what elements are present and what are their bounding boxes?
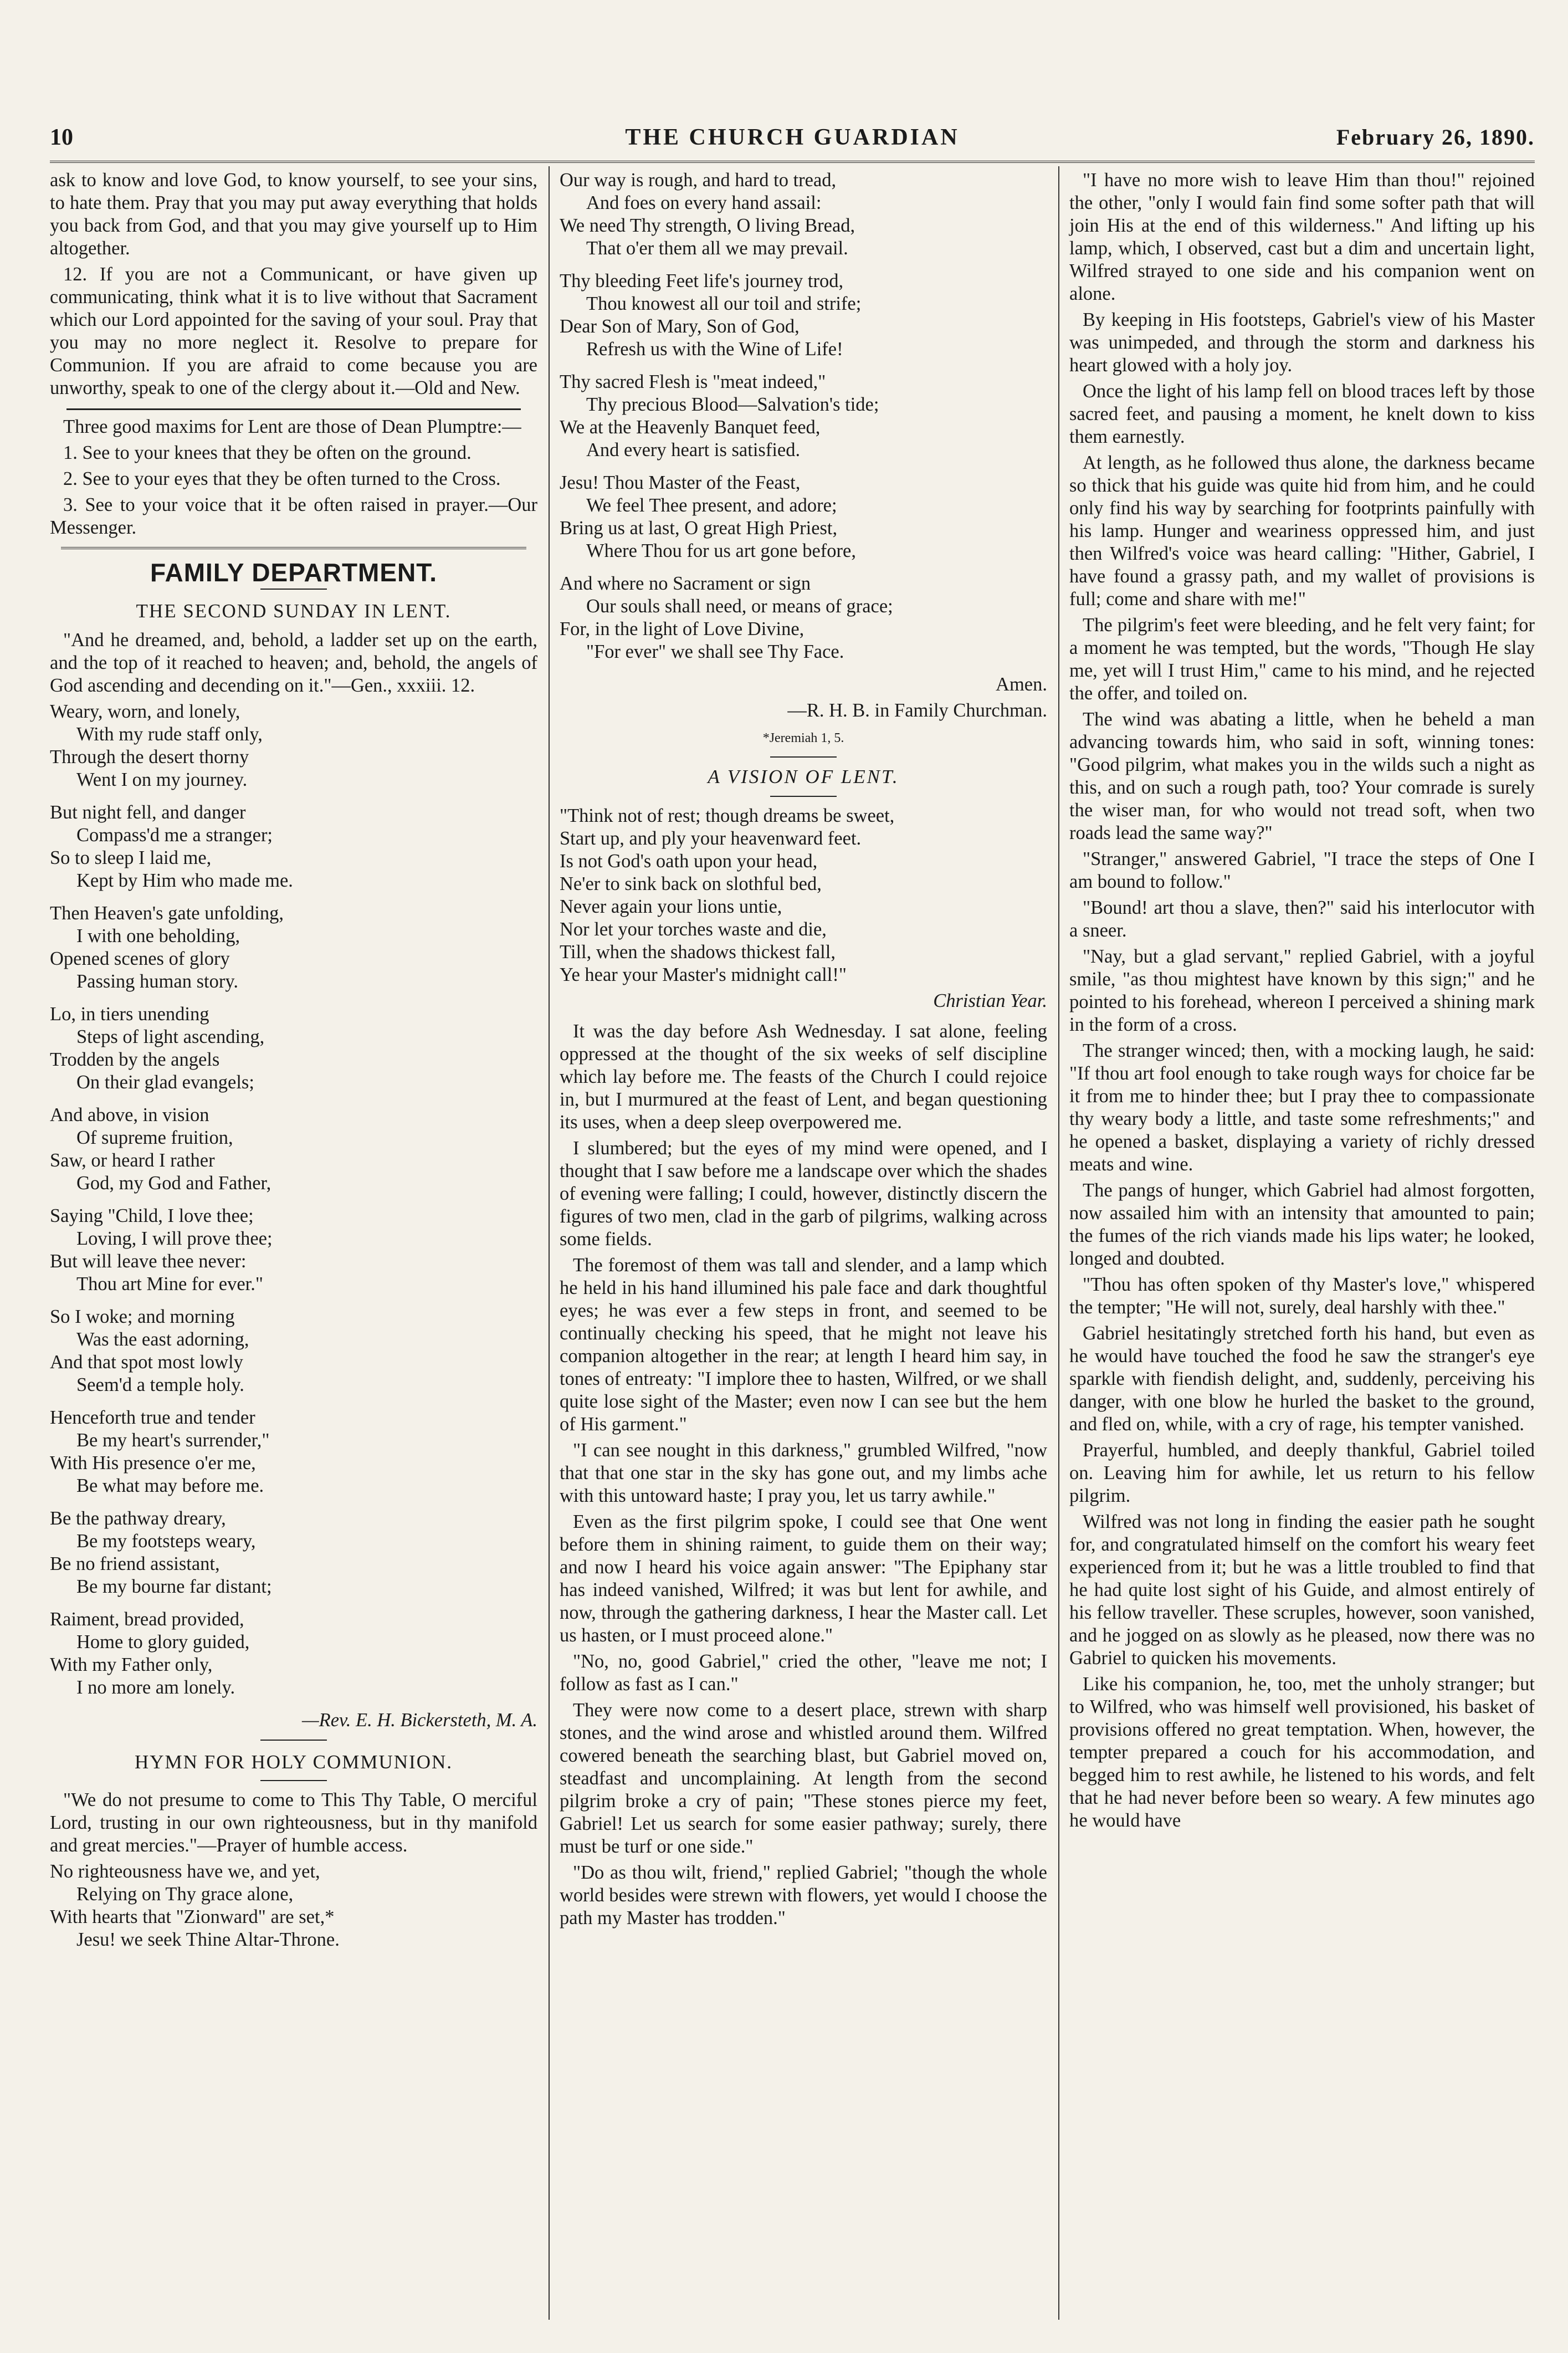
verse-line: So I woke; and morning bbox=[50, 1306, 235, 1327]
stanza bbox=[560, 169, 1047, 260]
story-paragraph: The pangs of hunger, which Gabriel had almost forgotten, now assailed him with an intensity that amounted to pain; the fumes of the rich viands made his lips water; he looked, longed and doubted. bbox=[1069, 1180, 1535, 1269]
verse-line: Opened scenes of glory bbox=[50, 948, 230, 969]
verse-line: We feel Thee present, and adore; bbox=[586, 495, 837, 516]
article-paragraph: 12. If you are not a Communicant, or have given up communicating, think what it is to live without that Sacrament which our Lord appointed for the saving of your soul. Pray that you may no more neglect it. Resolve to prepare for Communion. If you are afraid to come because you are unworthy, speak to one of the clergy about it.—Old and New. bbox=[50, 264, 537, 398]
verse-line: Is not God's oath upon your head, bbox=[560, 851, 818, 872]
verse-line: Thou art Mine for ever." bbox=[76, 1273, 263, 1295]
verse-line: Lo, in tiers unending bbox=[50, 1004, 209, 1025]
verse-line: Henceforth true and tender bbox=[50, 1407, 255, 1428]
verse-line: Ne'er to sink back on slothful bed, bbox=[560, 873, 822, 894]
verse-line: Of supreme fruition, bbox=[76, 1127, 233, 1148]
verse-line: With my rude staff only, bbox=[76, 724, 263, 745]
poem-attribution: —Rev. E. H. Bickersteth, M. A. bbox=[301, 1710, 537, 1731]
verse-line: Where Thou for us art gone before, bbox=[586, 540, 856, 561]
short-rule bbox=[260, 1780, 327, 1781]
verse-line: So to sleep I laid me, bbox=[50, 847, 212, 868]
verse-line: With my Father only, bbox=[50, 1654, 213, 1675]
hymn-epigraph: "We do not presume to come to This Thy Table, O merciful Lord, trusting in our own righteousness, but in thy manifold and great mercies."—Prayer of humble access. bbox=[50, 1789, 537, 1856]
story-paragraph: I slumbered; but the eyes of my mind were opened, and I thought that I saw before me a landscape over which the shades of evening were falling; I could, however, distinctly discern the figures of two men, clad in the garb of pilgrims, walking across some fields. bbox=[560, 1138, 1047, 1250]
verse-line: Dear Son of Mary, Son of God, bbox=[560, 316, 800, 337]
story-paragraph: By keeping in His footsteps, Gabriel's view of his Master was unimpeded, and through the storm and darkness his heart glowed with a holy joy. bbox=[1069, 309, 1535, 376]
vision-verse-attribution: Christian Year. bbox=[933, 990, 1047, 1011]
vision-story bbox=[560, 1020, 1047, 1930]
story-paragraph: The wind was abating a little, when he beheld a man advancing towards him, who said in soft, winning tones: "Good pilgrim, what makes you in the wilds such a night as this, and on such a rough path, too? Your comrade is surely the wiser man, for who would not tread soft, when two roads lead the same way?" bbox=[1069, 709, 1535, 843]
stanza bbox=[560, 270, 1047, 361]
verse-line: And above, in vision bbox=[50, 1104, 209, 1126]
stanza bbox=[50, 1306, 537, 1397]
story-paragraph: The foremost of them was tall and slender, and a lamp which he held in his hand illumined his pale face and dark thoughtful eyes; he was ever a few steps in front, and seemed to be continually checking his speed, that he might not leave his companion altogether in the rear; at length I heard him say, in tones of entreaty: "I implore thee to hasten, Wilfred, or we shall quite lose sight of the Master; even now I can see but the hem of His garment." bbox=[560, 1255, 1047, 1435]
vision-story-continued bbox=[1069, 169, 1535, 1832]
verse-line: Kept by Him who made me. bbox=[76, 870, 293, 891]
column-divider bbox=[1058, 166, 1059, 2320]
verse-line: Be no friend assistant, bbox=[50, 1553, 220, 1574]
verse-line: Be my footsteps weary, bbox=[76, 1531, 256, 1552]
stanza bbox=[50, 1608, 537, 1699]
hymn-attribution: —R. H. B. in Family Churchman. bbox=[787, 700, 1047, 721]
story-paragraph: "Bound! art thou a slave, then?" said his interlocutor with a sneer. bbox=[1069, 897, 1535, 941]
issue-date: February 26, 1890. bbox=[1336, 125, 1535, 150]
verse-line: Was the east adorning, bbox=[76, 1329, 249, 1350]
story-paragraph: "Nay, but a glad servant," replied Gabriel, with a joyful smile, "as thou mightest have known by this sign;" and he pointed to his forehead, whereon I perceived a shining mark in the form of a cross. bbox=[1069, 946, 1535, 1035]
maxims-intro: Three good maxims for Lent are those of Dean Plumptre:— bbox=[63, 416, 521, 437]
verse-line: For, in the light of Love Divine, bbox=[560, 618, 805, 640]
verse-line: Jesu! we seek Thine Altar-Throne. bbox=[76, 1929, 340, 1950]
stanza bbox=[560, 472, 1047, 562]
verse-line: Compass'd me a stranger; bbox=[76, 825, 273, 846]
verse-line: With His presence o'er me, bbox=[50, 1452, 256, 1474]
verse-line: Thy precious Blood—Salvation's tide; bbox=[586, 394, 879, 415]
verse-line: Saw, or heard I rather bbox=[50, 1150, 215, 1171]
story-paragraph: At length, as he followed thus alone, the darkness became so thick that his guide was quite hid from him, and he could only find his way by searching for footprints painfully with his lamp. Hunger and weariness oppressed him, and just then Wilfred's voice was heard calling: "Hither, Gabriel, I have found a grassy path, and my wallet of provisions is full; come and share with me!" bbox=[1069, 452, 1535, 610]
story-paragraph: "Thou has often spoken of thy Master's love," whispered the tempter; "He will not, surely, deal harshly with thee." bbox=[1069, 1274, 1535, 1318]
maxim-item: 2. See to your eyes that they be often turned to the Cross. bbox=[63, 468, 501, 489]
story-paragraph: Gabriel hesitatingly stretched forth his hand, but even as he would have touched the food he saw the stranger's eye sparkle with fiendish delight, and, suddenly, perceiving his danger, with one blow he hurled the basket to the ground, and fled on, while, with a cry of rage, his tempter vanished. bbox=[1069, 1323, 1535, 1435]
verse-line: But night fell, and danger bbox=[50, 802, 246, 823]
stanza bbox=[560, 371, 1047, 462]
verse-line: That o'er them all we may prevail. bbox=[586, 238, 848, 259]
verse-line: And every heart is satisfied. bbox=[586, 439, 801, 461]
verse-line: Start up, and ply your heavenward feet. bbox=[560, 828, 862, 849]
verse-line: Bring us at last, O great High Priest, bbox=[560, 518, 838, 539]
verse-line: No righteousness have we, and yet, bbox=[50, 1861, 320, 1882]
footnote: *Jeremiah 1, 5. bbox=[762, 731, 844, 745]
short-rule bbox=[770, 796, 837, 797]
verse-line: Be my heart's surrender," bbox=[76, 1430, 270, 1451]
verse-line: Passing human story. bbox=[76, 971, 238, 992]
poem-title: THE SECOND SUNDAY IN LENT. bbox=[136, 600, 452, 622]
verse-line: Relying on Thy grace alone, bbox=[76, 1884, 294, 1905]
story-paragraph: Once the light of his lamp fell on blood traces left by those sacred feet, and pausing a moment, he knelt down to kiss them earnestly. bbox=[1069, 381, 1535, 447]
verse-line: Nor let your torches waste and die, bbox=[560, 919, 827, 940]
stanza bbox=[50, 700, 537, 791]
story-paragraph: "I can see nought in this darkness," grumbled Wilfred, "now that that one star in the sky has gone out, and my limbs ache with this untoward haste; I pray you, let us tarry awhile." bbox=[560, 1440, 1047, 1506]
verse-line: Our way is rough, and hard to tread, bbox=[560, 170, 837, 191]
short-rule bbox=[260, 1740, 327, 1741]
verse-line: I no more am lonely. bbox=[76, 1677, 235, 1698]
stanza bbox=[50, 1507, 537, 1598]
verse-line: God, my God and Father, bbox=[76, 1173, 271, 1194]
verse-line: We at the Heavenly Banquet feed, bbox=[560, 417, 821, 438]
maxim-item: 3. See to your voice that it be often raised in prayer.—Our Messenger. bbox=[50, 494, 537, 538]
verse-line: Home to glory guided, bbox=[76, 1631, 250, 1653]
page-number: 10 bbox=[50, 125, 73, 150]
column-divider bbox=[549, 166, 550, 2320]
verse-line: Weary, worn, and lonely, bbox=[50, 701, 240, 722]
verse-line: I with one beholding, bbox=[76, 925, 240, 947]
verse-line: And that spot most lowly bbox=[50, 1352, 243, 1373]
verse-line: Be what may before me. bbox=[76, 1475, 264, 1496]
header-rule bbox=[50, 161, 1535, 163]
story-paragraph: "Stranger," answered Gabriel, "I trace the steps of One I am bound to follow." bbox=[1069, 848, 1535, 892]
story-paragraph: They were now come to a desert place, strewn with sharp stones, and the wind arose and whistled around them. Wilfred cowered beneath the searching blast, but Gabriel moved on, steadfast and uncomplaining. At length from the second pilgrim broke a cry of pain; "These stones pierce my feet, Gabriel! Let us search for some easier pathway; surely, there must be turf or one side." bbox=[560, 1700, 1047, 1857]
verse-line: Seem'd a temple holy. bbox=[76, 1374, 244, 1395]
story-paragraph: Like his companion, he, too, met the unholy stranger; but to Wilfred, who was himself well provisioned, his basket of provisions offered no great temptation. When, however, the tempter prepared a couch for his accommodation, and begged him to rest awhile, he listened to his words, and felt that he had never before been so weary. A few minutes ago he would have bbox=[1069, 1674, 1535, 1831]
story-paragraph: It was the day before Ash Wednesday. I sat alone, feeling oppressed at the thought of the six weeks of self discipline which lay before me. The feasts of the Church I could rejoice in, but I murmured at the feast of Lent, and began questioning its uses, when a deep sleep overpowered me. bbox=[560, 1021, 1047, 1133]
verse-line: And where no Sacrament or sign bbox=[560, 573, 811, 594]
story-paragraph: Even as the first pilgrim spoke, I could see that One went before them in shining raiment, to guide them on their way; and now I heard his voice again answer: "The Epiphany star has indeed vanished, Wilfred; it was but lent for awhile, and now, through the gathering darkness, I hear the Master call. Let us hasten, or I must proceed alone." bbox=[560, 1511, 1047, 1646]
verse-line: Be the pathway dreary, bbox=[50, 1508, 226, 1529]
stanza bbox=[50, 1406, 537, 1497]
stanza bbox=[560, 572, 1047, 663]
story-paragraph: "Do as thou wilt, friend," replied Gabriel; "though the whole world besides were strewn with flowers, yet would I choose the path my Master has trodden." bbox=[560, 1862, 1047, 1929]
short-rule bbox=[260, 589, 327, 590]
verse-line: Thou knowest all our toil and strife; bbox=[586, 293, 862, 314]
column-1 bbox=[50, 169, 537, 1961]
verse-line: Loving, I will prove thee; bbox=[76, 1228, 273, 1249]
verse-line: "For ever" we shall see Thy Face. bbox=[586, 641, 844, 662]
verse-line: Then Heaven's gate unfolding, bbox=[50, 903, 284, 924]
hymn-amen: Amen. bbox=[996, 674, 1047, 695]
section-divider bbox=[66, 408, 521, 410]
verse-line: Thy bleeding Feet life's journey trod, bbox=[560, 270, 844, 291]
verse-line: Ye hear your Master's midnight call!" bbox=[560, 964, 847, 985]
story-paragraph: The stranger winced; then, with a mocking laugh, he said: "If thou art fool enough to take rough ways for choice far be it from me to hinder thee; but I pray thee to compassionate thy weary body a little, and taste some refreshments;" and he opened a basket, displaying a variety of richly dressed meats and wine. bbox=[1069, 1040, 1535, 1175]
poem-epigraph: "And he dreamed, and, behold, a ladder set up on the earth, and the top of it reached to heaven; and, behold, the angels of God ascending and decending on it."—Gen., xxxiii. 12. bbox=[50, 630, 537, 696]
verse-line: Jesu! Thou Master of the Feast, bbox=[560, 472, 801, 493]
hymn-stanza bbox=[50, 1860, 537, 1951]
page-header bbox=[50, 121, 1535, 154]
story-paragraph: "No, no, good Gabriel," cried the other, "leave me not; I follow as fast as I can." bbox=[560, 1651, 1047, 1695]
verse-line: Our souls shall need, or means of grace; bbox=[586, 596, 893, 617]
newspaper-title: THE CHURCH GUARDIAN bbox=[625, 125, 960, 150]
verse-line: With hearts that "Zionward" are set,* bbox=[50, 1906, 335, 1927]
story-paragraph: The pilgrim's feet were bleeding, and he felt very faint; for a moment he was tempted, but the words, "Though He slay me, yet will I trust Him," came to his mind, and he rejected the offer, and toiled on. bbox=[1069, 615, 1535, 704]
verse-line: Thy sacred Flesh is "meat indeed," bbox=[560, 371, 826, 392]
stanza bbox=[50, 1003, 537, 1094]
stanza bbox=[50, 801, 537, 892]
vision-title: A VISION OF LENT. bbox=[708, 766, 899, 787]
verse-line: Be my bourne far distant; bbox=[76, 1576, 272, 1597]
verse-line: Saying "Child, I love thee; bbox=[50, 1205, 254, 1226]
hymn-continued bbox=[560, 169, 1047, 663]
verse-line: Raiment, bread provided, bbox=[50, 1609, 244, 1630]
verse-line: We need Thy strength, O living Bread, bbox=[560, 215, 855, 236]
story-paragraph: Prayerful, humbled, and deeply thankful, Gabriel toiled on. Leaving him for awhile, let us return to his fellow pilgrim. bbox=[1069, 1440, 1535, 1506]
verse-line: Till, when the shadows thickest fall, bbox=[560, 942, 836, 963]
verse-line: Trodden by the angels bbox=[50, 1049, 220, 1070]
verse-line: And foes on every hand assail: bbox=[586, 192, 822, 213]
hymn-title: HYMN FOR HOLY COMMUNION. bbox=[134, 1751, 453, 1773]
story-paragraph: Wilfred was not long in finding the easier path he sought for, and congratulated himself on the comfort his weary feet experienced from it; but he was a little troubled to find that he had quite lost sight of his Guide, and almost entirely of his fellow traveller. These scruples, however, soon vanished, and he jogged on as slowly as he pleased, now there was no Gabriel to quicken his movements. bbox=[1069, 1511, 1535, 1669]
verse-line: Never again your lions untie, bbox=[560, 896, 782, 917]
vision-verse bbox=[560, 805, 1047, 986]
verse-line: Went I on my journey. bbox=[76, 769, 248, 790]
short-rule bbox=[770, 756, 837, 758]
verse-line: Steps of light ascending, bbox=[76, 1026, 265, 1047]
column-2 bbox=[560, 169, 1047, 1933]
verse-line: Refresh us with the Wine of Life! bbox=[586, 339, 843, 360]
stanza bbox=[50, 902, 537, 993]
maxim-item: 1. See to your knees that they be often on the ground. bbox=[63, 442, 472, 463]
poem bbox=[50, 700, 537, 1699]
stanza bbox=[50, 1205, 537, 1296]
article-paragraph: ask to know and love God, to know yourself, to see your sins, to hate them. Pray that you may put away everything that holds you back from God, and that you may give yourself up to Him altogether. bbox=[50, 170, 537, 259]
verse-line: On their glad evangels; bbox=[76, 1072, 254, 1093]
stanza bbox=[50, 1104, 537, 1195]
column-3 bbox=[1069, 169, 1535, 1835]
section-divider bbox=[61, 547, 526, 549]
story-paragraph: "I have no more wish to leave Him than thou!" rejoined the other, "only I would fain find some softer path that will join His at the end of this wilderness." And lifting up his lamp, which, I observed, cast but a dim and uncertain light, Wilfred strayed to one side and his companion went on alone. bbox=[1069, 170, 1535, 304]
verse-line: Through the desert thorny bbox=[50, 746, 249, 768]
verse-line: "Think not of rest; though dreams be sweet, bbox=[560, 805, 895, 826]
verse-line: But will leave thee never: bbox=[50, 1251, 247, 1272]
department-heading: FAMILY DEPARTMENT. bbox=[150, 558, 438, 587]
